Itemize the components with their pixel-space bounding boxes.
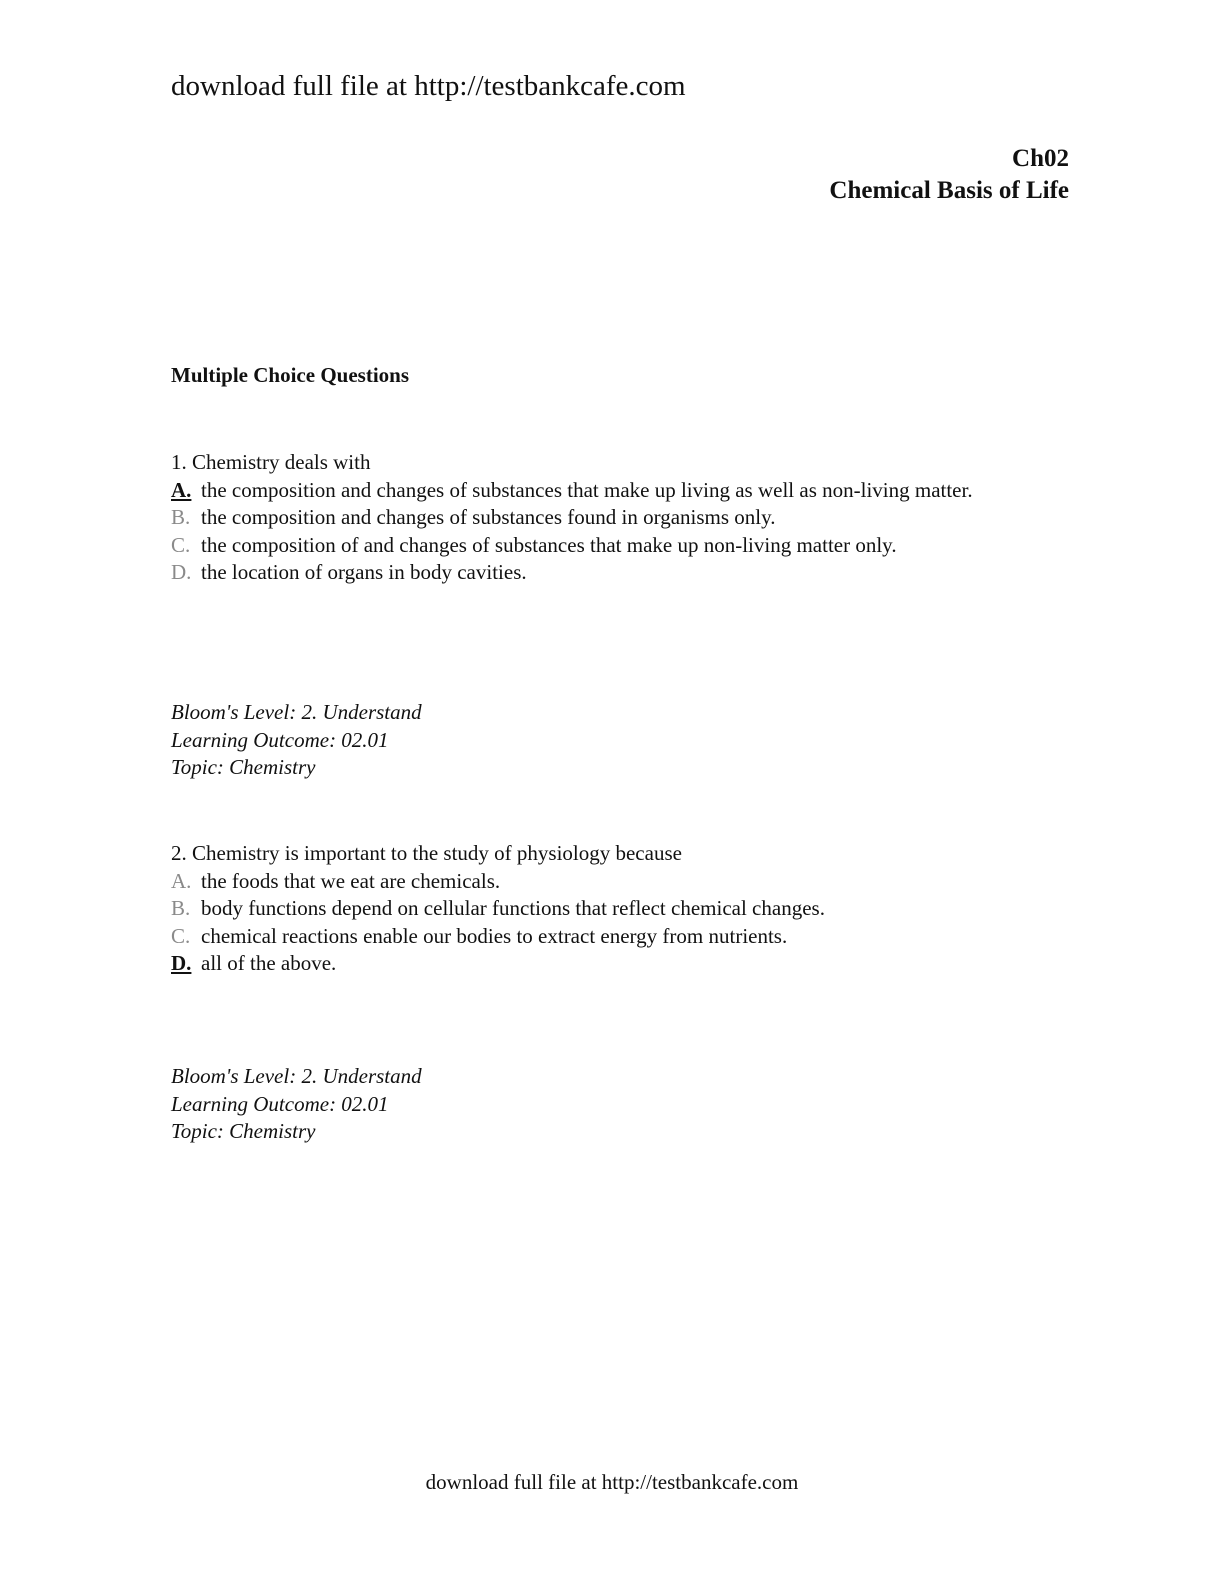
option-letter: B.: [171, 505, 191, 529]
blooms-level: Bloom's Level: 2. Understand: [171, 1064, 422, 1088]
option-c: [171, 532, 1031, 560]
option-letter: D.: [171, 560, 192, 584]
option-text: chemical reactions enable our bodies to extract energy from nutrients.: [201, 923, 788, 948]
option-letter: A.: [171, 868, 192, 893]
header-download-note: download full file at http://testbankcafe.com: [171, 70, 686, 102]
topic: Topic: Chemistry: [171, 1119, 316, 1143]
question-stem: 2. Chemistry is important to the study of physiology because: [171, 841, 682, 865]
option-a: [171, 477, 1031, 505]
option-letter: D.: [171, 951, 192, 975]
option-text: the composition of and changes of substances that make up non-living matter only.: [201, 532, 897, 557]
option-text: the foods that we eat are chemicals.: [201, 868, 501, 893]
option-c: [171, 923, 1031, 951]
option-b: [171, 895, 1031, 923]
option-d: [171, 950, 1031, 978]
question-2-metadata: [171, 1063, 422, 1146]
chapter-code: Ch02: [1012, 145, 1069, 172]
question-1: [171, 449, 1031, 587]
option-text: all of the above.: [201, 951, 337, 975]
option-b: [171, 504, 1031, 532]
option-d: [171, 559, 1031, 587]
question-2: [171, 840, 1031, 978]
footer-download-note: download full file at http://testbankcafe.com: [425, 1470, 799, 1494]
learning-outcome: Learning Outcome: 02.01: [171, 1091, 389, 1116]
option-text: the composition and changes of substances that make up living as well as non-living matter.: [201, 477, 973, 502]
question-1-metadata: [171, 699, 422, 782]
topic: Topic: Chemistry: [171, 755, 316, 779]
option-text: the composition and changes of substances found in organisms only.: [201, 505, 776, 529]
option-letter: B.: [171, 896, 191, 920]
question-stem: 1. Chemistry deals with: [171, 450, 371, 474]
learning-outcome: Learning Outcome: 02.01: [171, 727, 389, 752]
option-letter: C.: [171, 532, 191, 557]
option-text: the location of organs in body cavities.: [201, 560, 527, 584]
section-title: Multiple Choice Questions: [171, 363, 410, 387]
blooms-level: Bloom's Level: 2. Understand: [171, 700, 422, 724]
option-letter: A.: [171, 477, 192, 502]
chapter-heading: [829, 143, 1069, 207]
option-text: body functions depend on cellular functions that reflect chemical changes.: [201, 896, 825, 920]
chapter-title: Chemical Basis of Life: [829, 177, 1069, 204]
option-a: [171, 868, 1031, 896]
option-letter: C.: [171, 923, 191, 948]
